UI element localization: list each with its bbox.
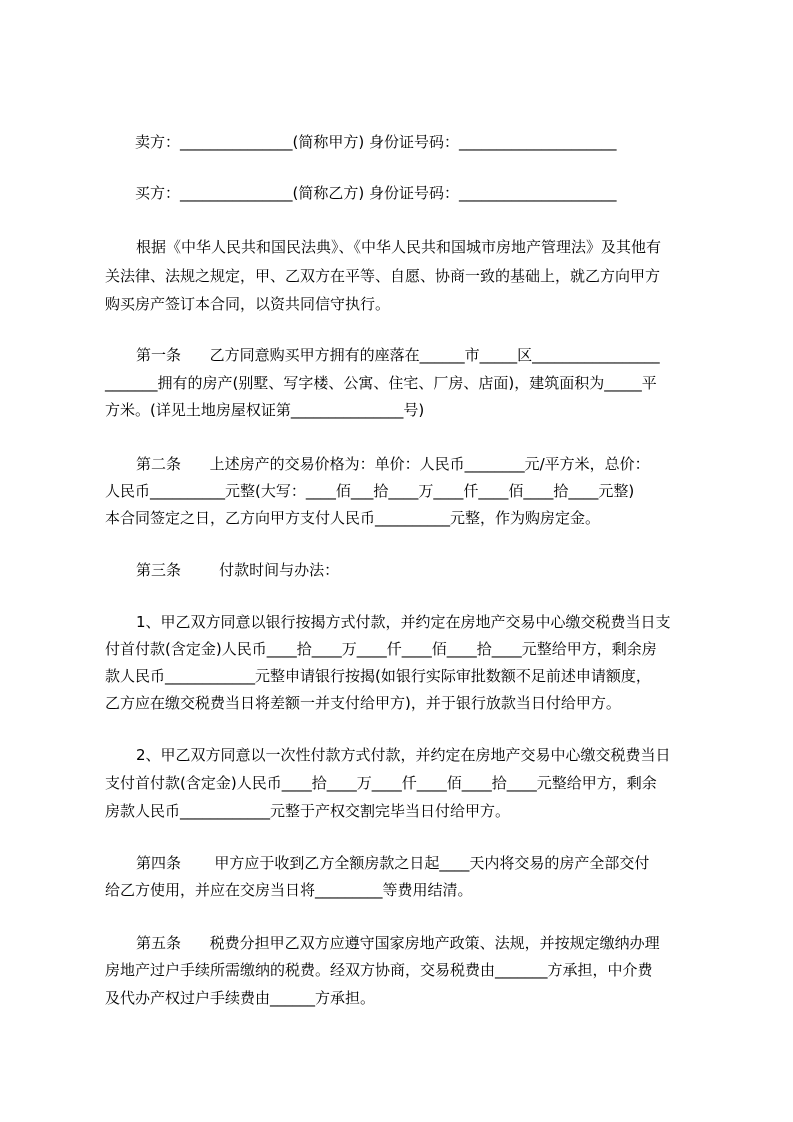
seller-line: 卖方：_______________(简称甲方) 身份证号码：_____________________ [135,133,617,151]
article-2-line: 人民币__________元整(大写：____佰___拾____万____仟____佰____拾____元整) [105,482,635,500]
article-2-line: 本合同签定之日，乙方向甲方支付人民币__________元整，作为购房定金。 [105,509,601,527]
article-3-item-1-line: 乙方应在缴交税费当日将差额一并支付给甲方)，并于银行放款当日付给甲方。 [105,694,621,712]
article-3-item-2-line: 房款人民币____________元整于产权交割完毕当日付给甲方。 [105,802,511,820]
article-1-line: 第一条 乙方同意购买甲方拥有的座落在______市_____区_________________ [136,346,660,364]
article-5-line: 房地产过户手续所需缴纳的税费。经双方协商，交易税费由_______方承担，中介费 [105,961,653,979]
preamble-line: 根据《中华人民共和国民法典》、《中华人民共和国城市房地产管理法》及其他有 [136,238,662,256]
preamble-line: 关法律、法规之规定，甲、乙双方在平等、自愿、协商一致的基础上，就乙方向甲方 [105,267,661,285]
article-3-item-2-line: 支付首付款(含定金)人民币____拾____万____仟____佰____拾____元整给甲方，剩余 [105,774,657,792]
article-2-line: 第二条 上述房产的交易价格为：单价：人民币________元/平方米，总价： [136,455,650,473]
article-1-line: _______拥有的房产(别墅、写字楼、公寓、住宅、厂房、店面)，建筑面积为_____平 [105,374,657,392]
buyer-line: 买方：_______________(简称乙方) 身份证号码：_____________________ [135,184,617,202]
article-4-line: 给乙方使用，并应在交房当日将_________等费用结清。 [105,881,473,899]
article-3-item-1-line: 1、甲乙双方同意以银行按揭方式付款，并约定在房地产交易中心缴交税费当日支 [136,613,671,631]
article-4-line: 第四条 甲方应于收到乙方全额房款之日起____天内将交易的房产全部交付 [136,854,650,872]
preamble-line: 购买房产签订本合同，以资共同信守执行。 [105,295,391,313]
article-3-title: 第三条 付款时间与办法： [136,561,340,579]
article-1-line: 方米。(详见土地房屋权证第_______________号) [105,401,425,419]
article-3-item-1-line: 付首付款(含定金)人民币____拾____万____仟____佰____拾____元整给甲方，剩余房 [105,640,657,658]
article-3-item-2-line: 2、甲乙双方同意以一次性付款方式付款，并约定在房地产交易中心缴交税费当日 [136,746,671,764]
article-5-line: 第五条 税费分担甲乙双方应遵守国家房地产政策、法规，并按规定缴纳办理 [136,934,660,952]
article-3-item-1-line: 款人民币____________元整申请银行按揭(如银行实际审批数额不足前述申请额度， [105,667,651,685]
article-5-line: 及代办产权过户手续费由______方承担。 [105,989,376,1007]
